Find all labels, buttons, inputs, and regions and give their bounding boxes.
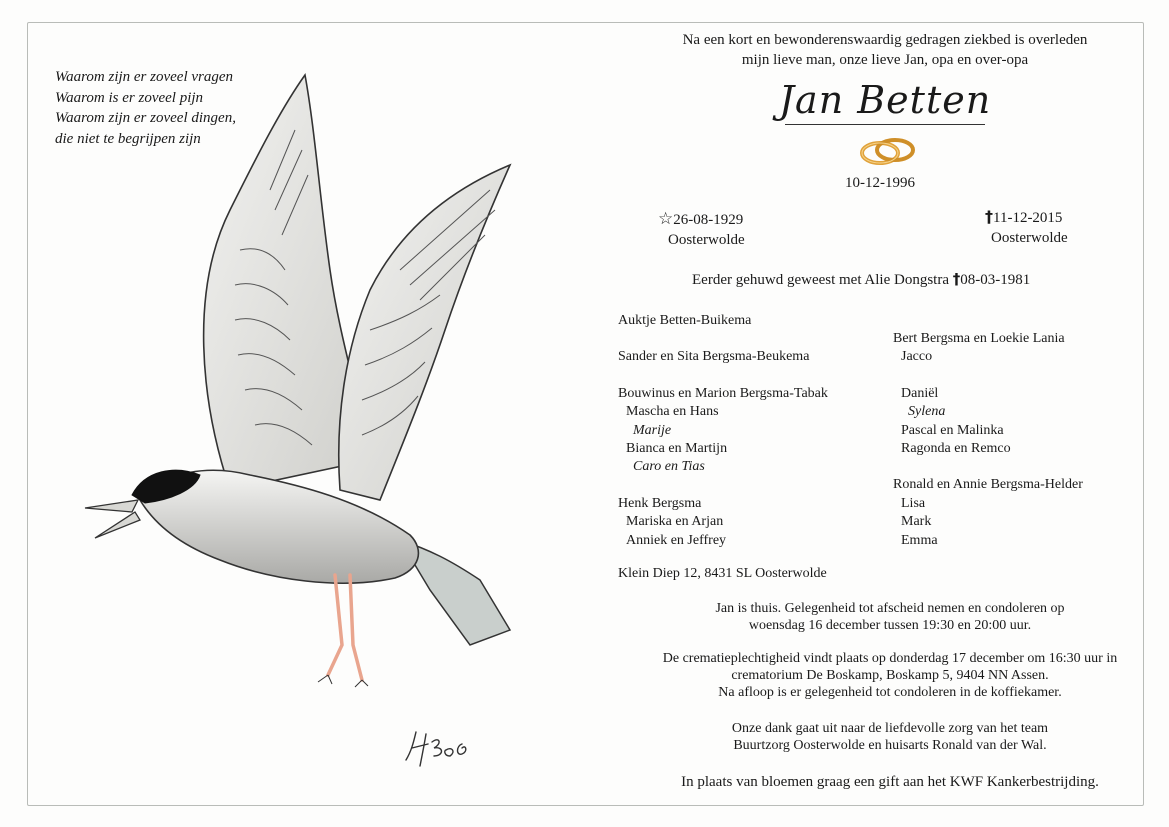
- visiting-line: Jan is thuis. Gelegenheid tot afscheid nemen en condoleren op: [715, 601, 1065, 616]
- family-member: Sander en Sita Bergsma-Beukema: [618, 349, 810, 365]
- name-underline: [785, 124, 985, 125]
- family-member: Lisa: [901, 495, 926, 511]
- birth-place: Oosterwolde: [668, 232, 745, 248]
- family-member: Bouwinus en Marion Bergsma-Tabak: [618, 385, 828, 401]
- cremation-line: De crematieplechtigheid vindt plaats op donderdag 17 december om 16:30 uur in: [662, 651, 1118, 666]
- birth-date: 26-08-1929: [673, 212, 744, 228]
- poem-line: Waarom zijn er zoveel dingen,: [55, 110, 236, 126]
- previous-marriage: [692, 270, 1030, 289]
- family-member: Ragonda en Remco: [901, 441, 1011, 457]
- family-right-column: [893, 330, 1083, 550]
- previous-marriage-date: 08-03-1981: [960, 272, 1031, 288]
- death-place: Oosterwolde: [991, 230, 1068, 246]
- wedding-rings-icon: [858, 136, 918, 168]
- death-info: [985, 207, 1068, 248]
- family-member: Mariska en Arjan: [626, 514, 724, 530]
- family-member: Jacco: [901, 349, 933, 365]
- visiting-line: woensdag 16 december tussen 19:30 en 20:00 uur.: [748, 618, 1032, 633]
- cremation-line: Na afloop is er gelegenheid tot condoleren in de koffiekamer.: [718, 685, 1062, 700]
- star-icon: ☆: [658, 209, 674, 229]
- intro-line-2: mijn lieve man, onze lieve Jan, opa en over-opa: [741, 52, 1029, 68]
- family-member: Ronald en Annie Bergsma-Helder: [893, 477, 1083, 493]
- intro-text: [650, 30, 1120, 70]
- wedding-date: 10-12-1996: [845, 175, 915, 191]
- visiting-info: [640, 600, 1140, 634]
- cross-icon: †: [952, 270, 961, 288]
- thanks-info: [640, 720, 1140, 754]
- family-member: Mark: [901, 514, 932, 530]
- cremation-line: crematorium De Boskamp, Boskamp 5, 9404 NN Assen.: [731, 668, 1049, 683]
- family-left-column: [618, 312, 828, 550]
- cross-icon: †: [985, 207, 993, 226]
- family-member: Caro en Tias: [633, 459, 705, 475]
- deceased-name: Jan Betten: [778, 78, 992, 122]
- family-member: Marije: [633, 422, 672, 438]
- family-member: Bert Bergsma en Loekie Lania: [893, 331, 1065, 346]
- closing-note: In plaats van bloemen graag een gift aan het KWF Kankerbestrijding.: [681, 774, 1099, 790]
- family-member: Emma: [901, 532, 938, 548]
- artist-signature-icon: [400, 722, 480, 772]
- family-member: Sylena: [908, 404, 946, 420]
- death-date: 11-12-2015: [993, 210, 1063, 226]
- family-member: Bianca en Martijn: [626, 441, 728, 457]
- thanks-line: Buurtzorg Oosterwolde en huisarts Ronald van der Wal.: [733, 738, 1047, 753]
- family-member: Mascha en Hans: [626, 404, 719, 420]
- previous-marriage-text: Eerder gehuwd geweest met Alie Dongstra: [692, 272, 949, 288]
- cremation-info: [640, 650, 1140, 701]
- birth-info: [658, 209, 745, 250]
- family-member: Henk Bergsma: [618, 495, 702, 511]
- intro-line-1: Na een kort en bewonderenswaardig gedragen ziekbed is overleden: [682, 32, 1088, 48]
- address: Klein Diep 12, 8431 SL Oosterwolde: [618, 566, 827, 581]
- thanks-line: Onze dank gaat uit naar de liefdevolle zorg van het team: [731, 721, 1049, 736]
- poem-line: Waarom is er zoveel pijn: [55, 89, 204, 106]
- poem-line: Waarom zijn er zoveel vragen: [55, 69, 234, 85]
- family-member: Auktje Betten-Buikema: [618, 313, 752, 328]
- family-member: Pascal en Malinka: [901, 422, 1004, 438]
- tern-drawing-icon: [70, 70, 530, 690]
- poem-line: die niet te begrijpen zijn: [55, 130, 201, 147]
- family-member: Daniël: [901, 385, 939, 401]
- family-member: Anniek en Jeffrey: [626, 532, 727, 548]
